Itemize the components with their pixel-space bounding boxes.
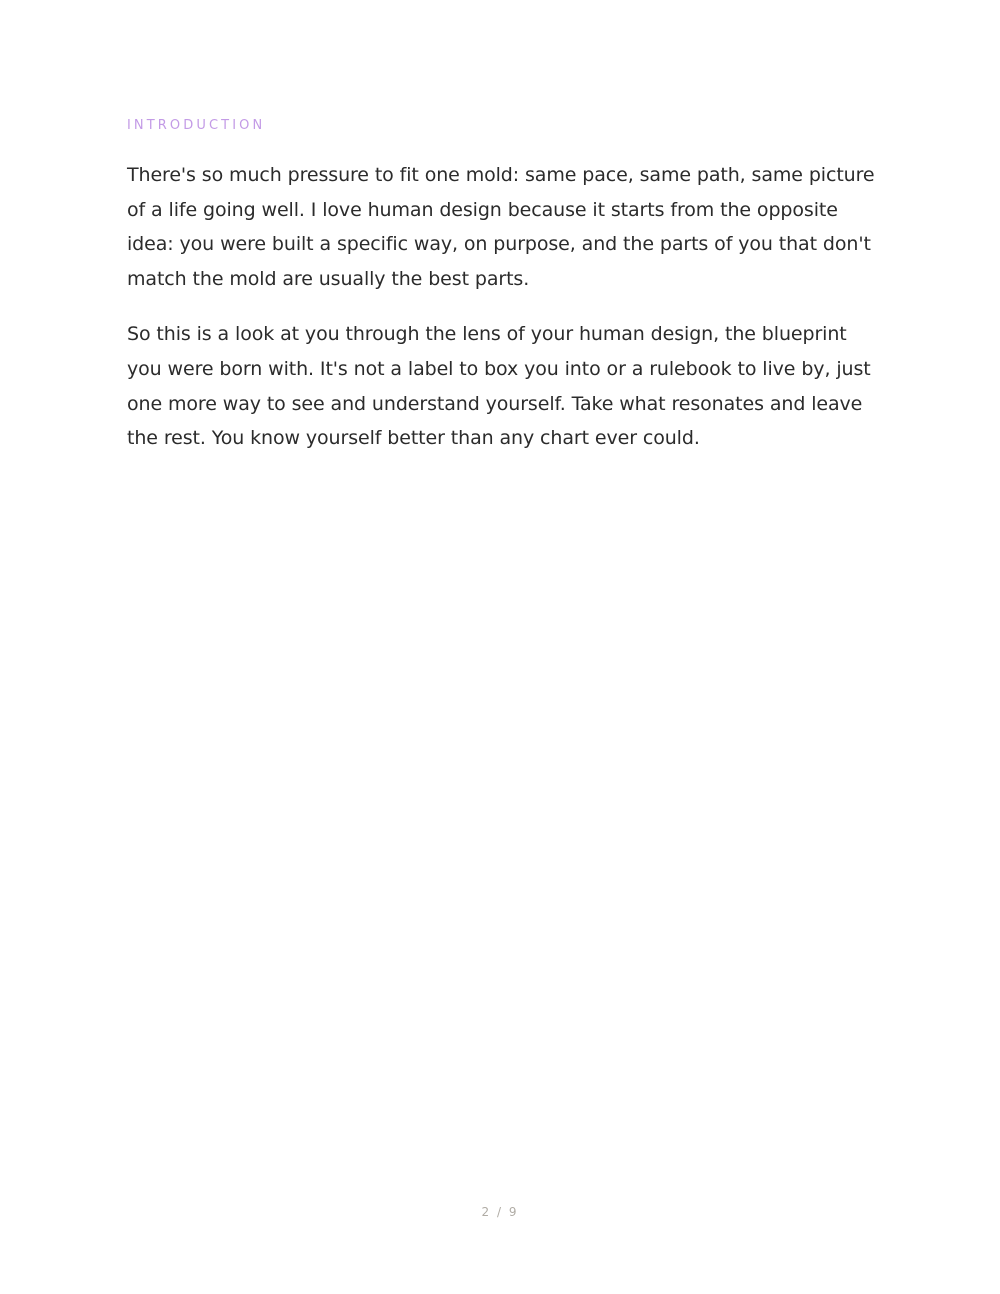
intro-paragraph-2: So this is a look at you through the lens of your human design, the blueprint you were born with. It's not a label to box you into or a rulebook to live by, just one more way to see and understand yourself. Take what resonates and leave the rest. You know yourself better than any chart ever could. xyxy=(127,323,871,450)
section-eyebrow: INTRODUCTION xyxy=(127,118,266,133)
page-content xyxy=(127,118,877,477)
intro-paragraph-1: There's so much pressure to fit one mold: same pace, same path, same picture of a life going well. I love human design because it starts from the opposite idea: you were built a specific way, on purpose, and the parts of you that don't match the mold are usually the best parts. xyxy=(127,164,875,290)
page-number: 2 / 9 xyxy=(481,1205,519,1219)
